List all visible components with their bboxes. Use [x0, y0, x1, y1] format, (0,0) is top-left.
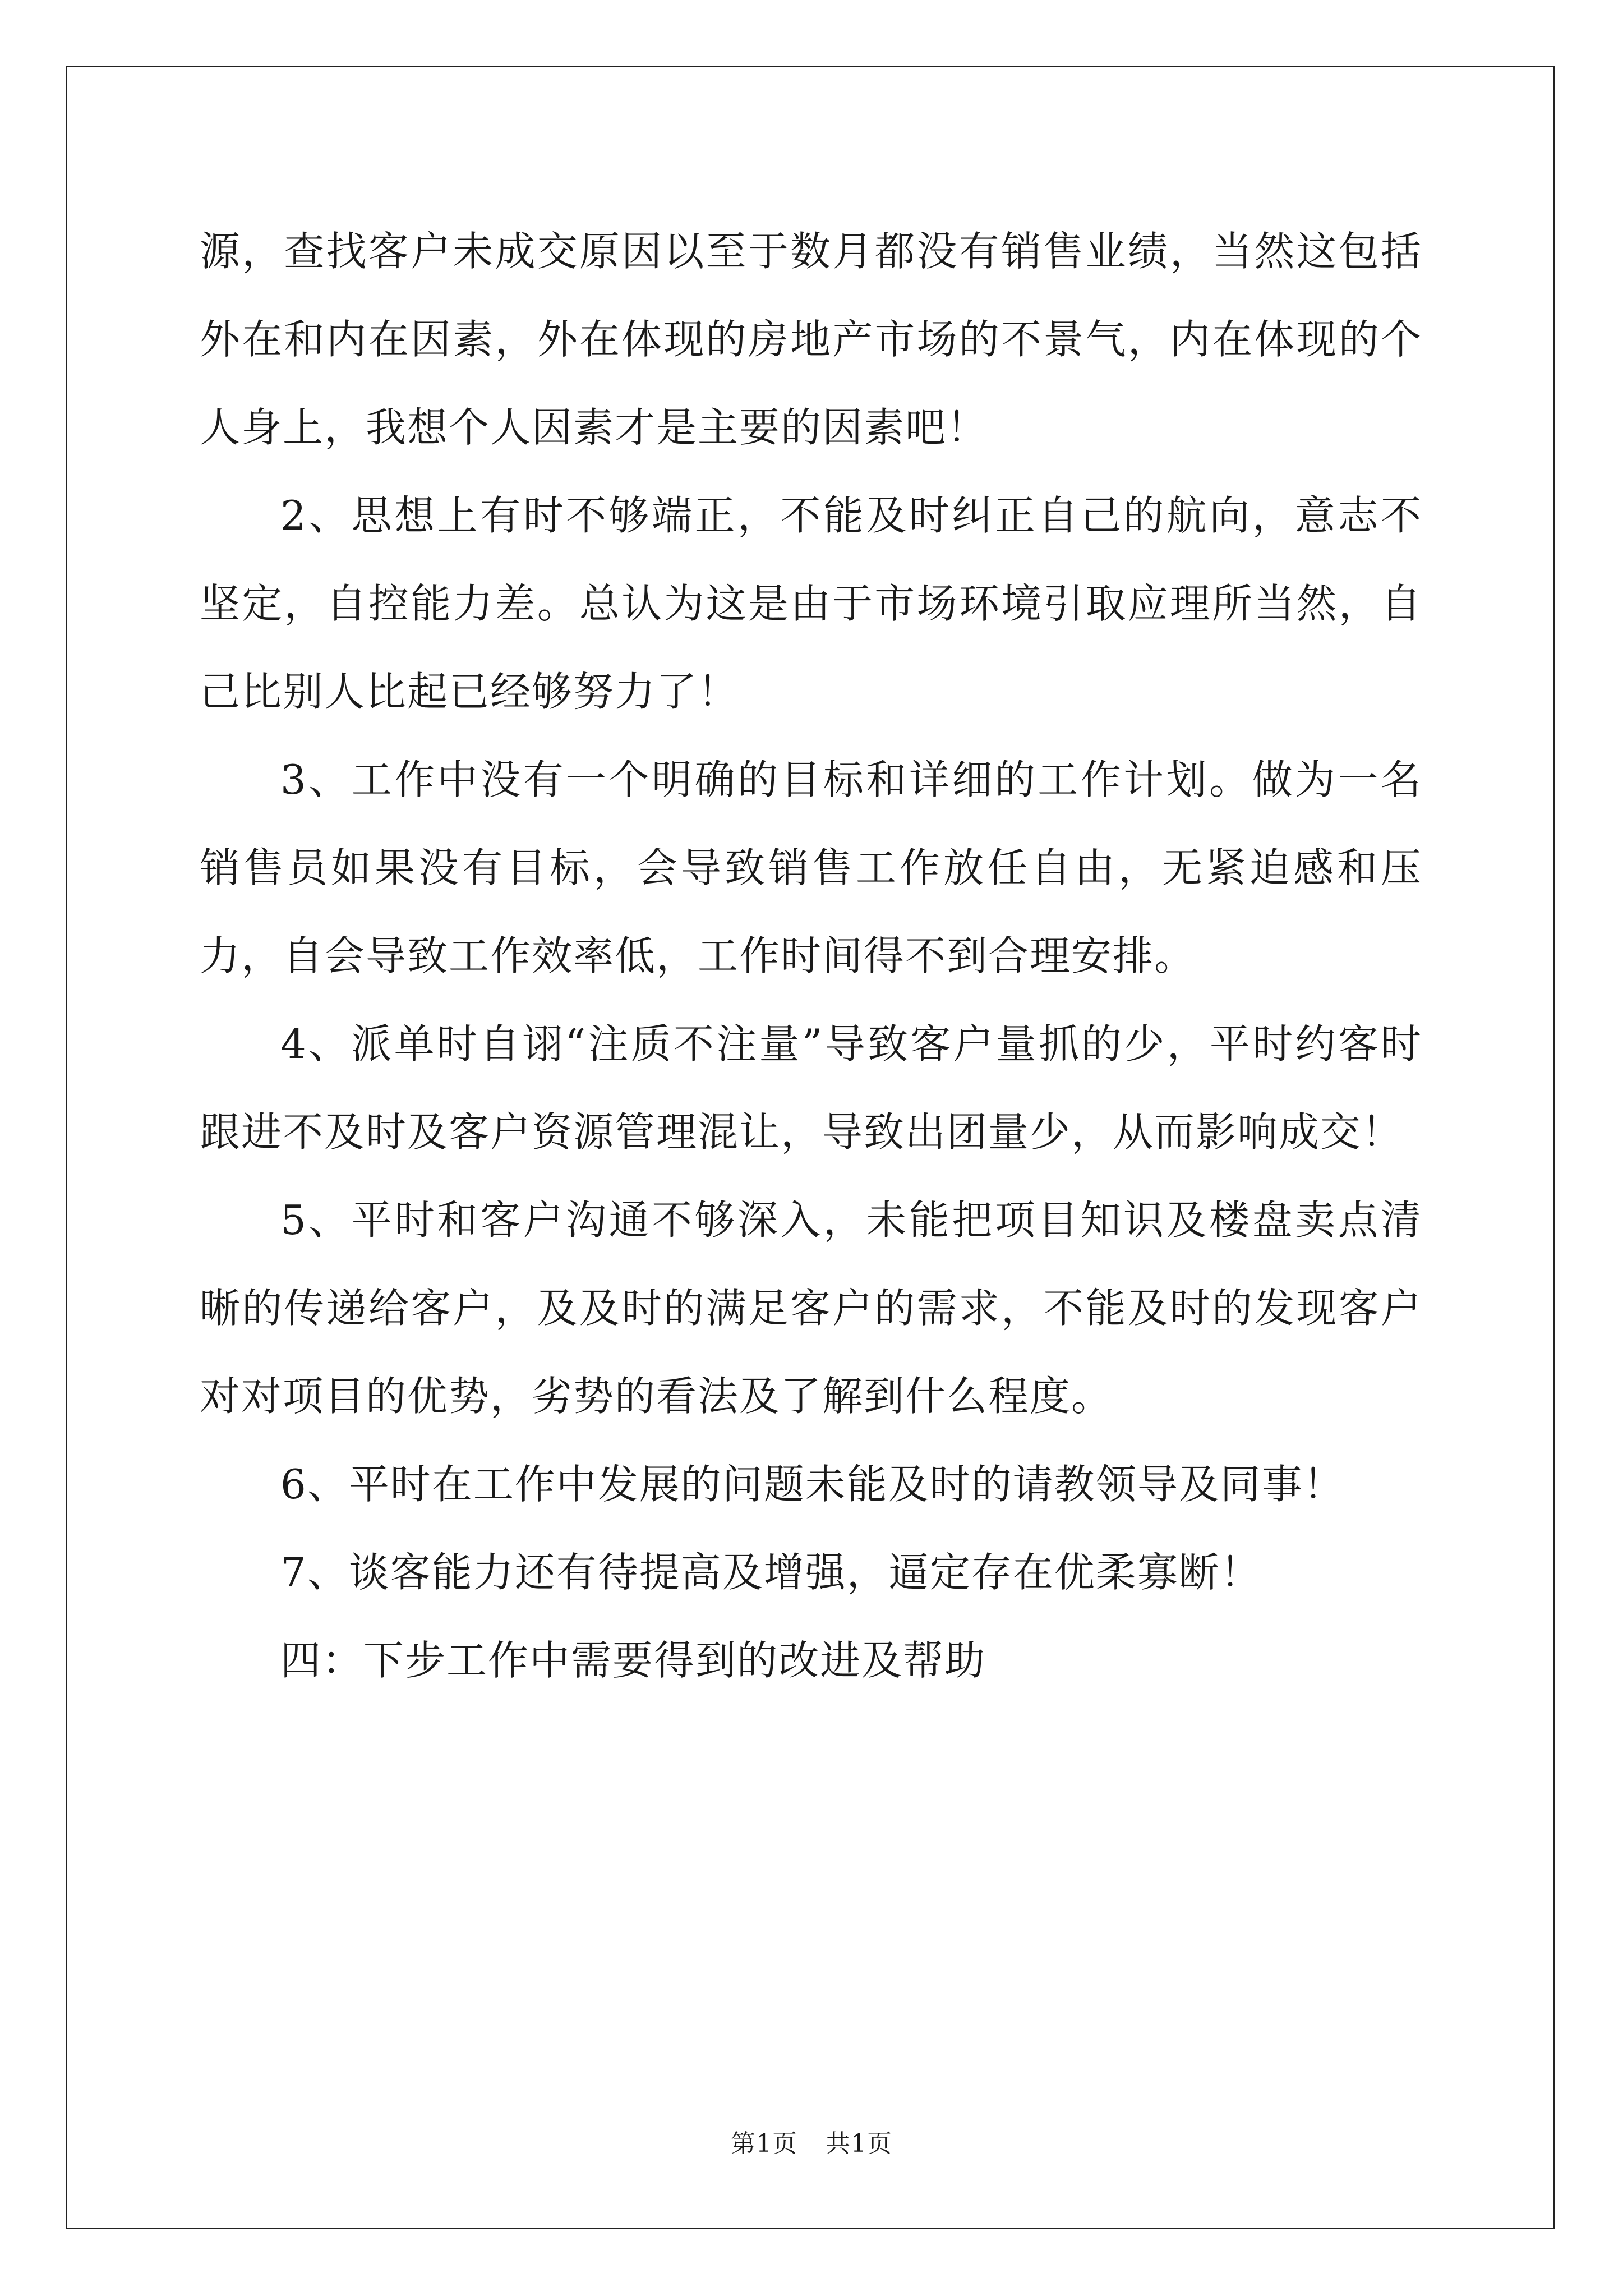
paragraph-item-3: 3、工作中没有一个明确的目标和详细的工作计划。做为一名销售员如果没有目标，会导致销售工作放任自由，无紧迫感和压力，自会导致工作效率低，工作时间得不到合理安排。	[200, 756, 1422, 979]
page-number: 第1页	[731, 2129, 797, 2158]
document-body	[200, 208, 1422, 1705]
paragraph-item-7: 7、谈客能力还有待提高及增强，逼定存在优柔寡断！	[280, 1549, 1262, 1596]
paragraph-item-4: 4、派单时自诩“注质不注量”导致客户量抓的少，平时约客时跟进不及时及客户资源管理混让，导致出团量少，从而影响成交！	[200, 1020, 1422, 1156]
paragraph-continuation: 源，查找客户未成交原因以至于数月都没有销售业绩，当然这包括外在和内在因素，外在体现的房地产市场的不景气，内在体现的个人身上，我想个人因素才是主要的因素吧！	[200, 228, 1422, 451]
section-heading-4: 四：下步工作中需要得到的改进及帮助	[280, 1637, 986, 1684]
paragraph-item-5: 5、平时和客户沟通不够深入，未能把项目知识及楼盘卖点清晰的传递给客户，及及时的满足客户的需求，不能及时的发现客户对对项目的优势，劣势的看法及了解到什么程度。	[200, 1197, 1422, 1420]
page-total: 共1页	[826, 2129, 892, 2158]
paragraph-item-6: 6、平时在工作中发展的问题未能及时的请教领导及同事！	[280, 1461, 1345, 1508]
paragraph-item-2: 2、思想上有时不够端正，不能及时纠正自己的航向，意志不坚定，自控能力差。总认为这是由于市场环境引取应理所当然，自己比别人比起已经够努力了！	[200, 492, 1422, 715]
page-footer	[0, 2127, 1623, 2161]
